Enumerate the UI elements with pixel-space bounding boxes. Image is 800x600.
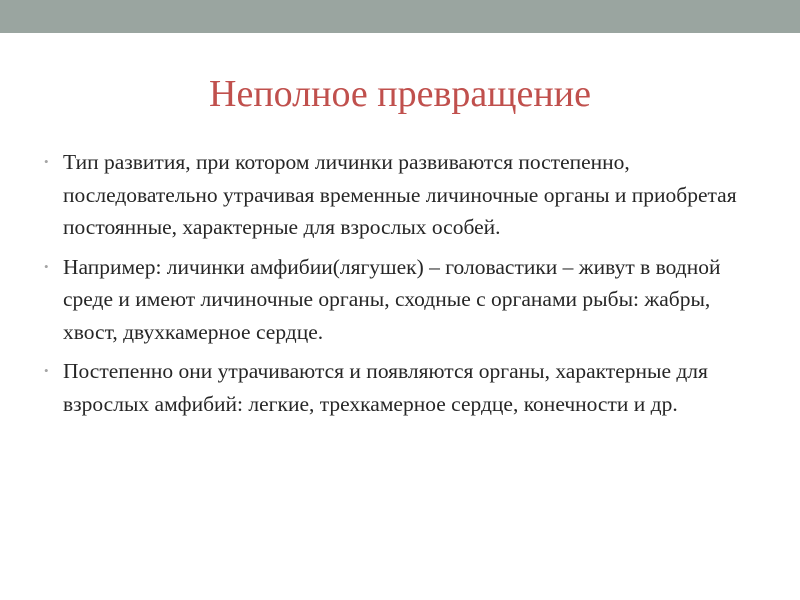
bullet-text: Например: личинки амфибии(лягушек) – головастики – живут в водной среде и имеют личиночные органы, сходные с органами рыбы: жабры, хвост, двухкамерное сердце. <box>63 254 721 344</box>
bullet-text: Постепенно они утрачиваются и появляются органы, характерные для взрослых амфибий: легкие, трехкамерное сердце, конечности и др. <box>63 359 708 416</box>
bullet-item <box>44 146 756 244</box>
bullet-icon: • <box>44 363 49 378</box>
bullet-icon: • <box>44 154 49 169</box>
slide-title: Неполное превращение <box>209 73 591 115</box>
bullet-text: Тип развития, при котором личинки развиваются постепенно, последовательно утрачивая временные личиночные органы и приобретая постоянные, характерные для взрослых особей. <box>63 150 737 239</box>
bullet-list <box>44 146 756 427</box>
bullet-item <box>44 355 756 420</box>
bullet-icon: • <box>44 258 49 274</box>
bullet-item <box>44 251 756 349</box>
top-color-band <box>0 0 800 33</box>
